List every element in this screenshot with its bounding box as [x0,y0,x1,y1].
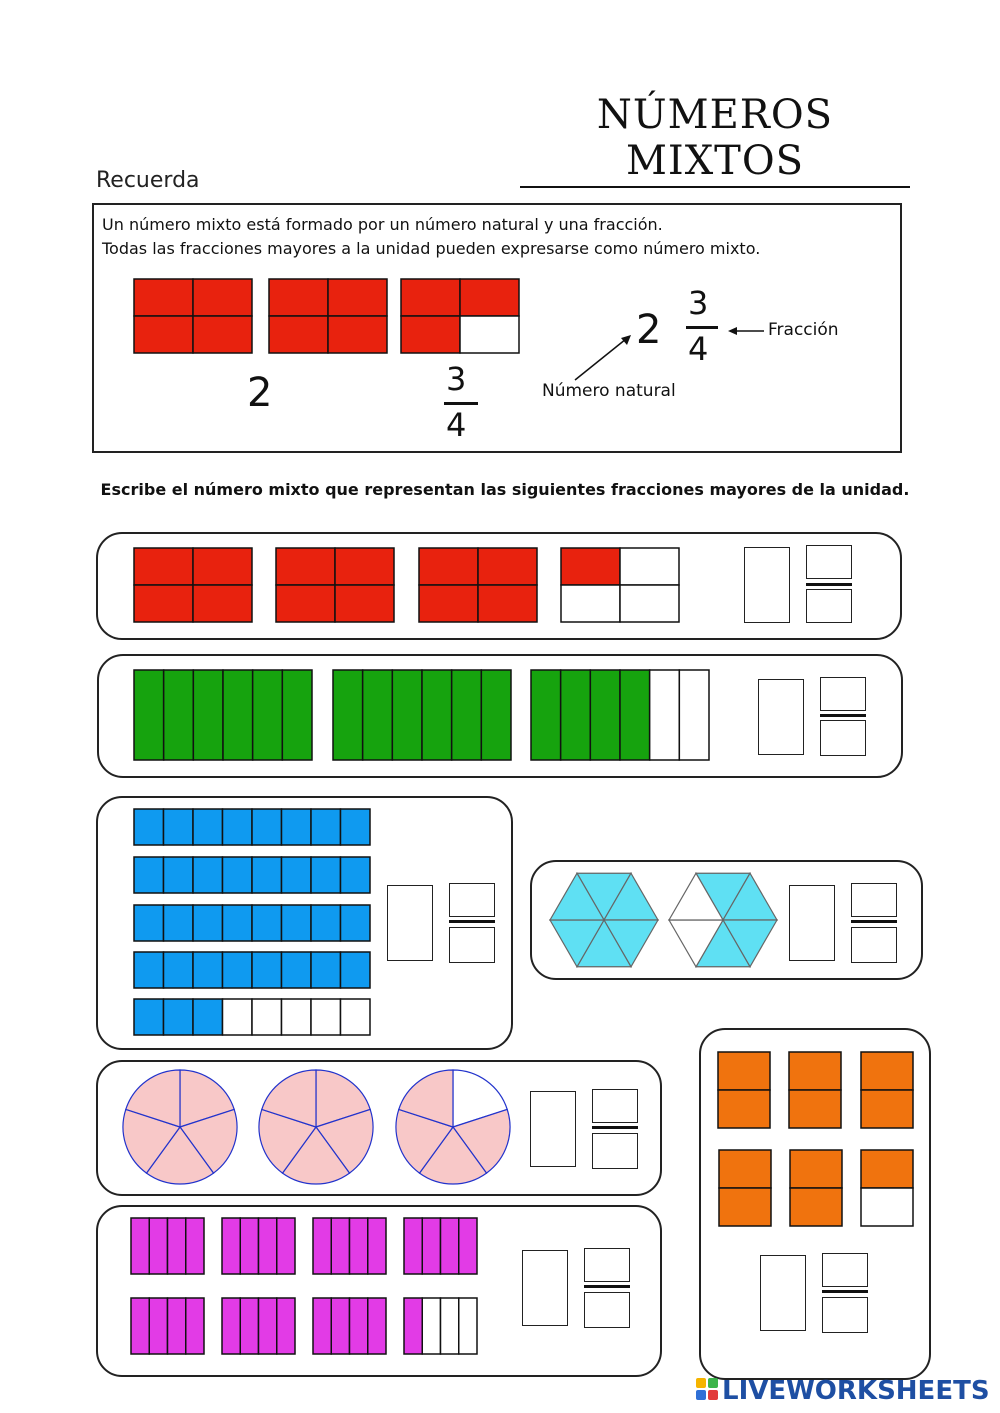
ex3-whole-1-cell [134,809,164,845]
ex3-whole-2-cell [223,857,253,893]
ex3-whole-3-cell [311,905,341,941]
ex6-whole-top-2-cell [240,1218,258,1274]
ex1-part-cell [561,585,620,622]
ex1-whole-2-cell [335,585,394,622]
ex3-part-cell [164,999,194,1035]
arrow-natural-head [621,335,631,345]
ex3-part-cell [193,999,223,1035]
example-block-1-cell [193,279,252,316]
arrow-natural [575,339,626,380]
ex7-whole-2-cell [789,1052,841,1090]
ex6-whole-bottom-1-cell [131,1298,149,1354]
ex1-part-cell [620,585,679,622]
ex3-part-cell [282,999,312,1035]
ex3-whole-4-cell [193,952,223,988]
ex2-whole-2-cell [363,670,393,760]
ex3-whole-2-cell [341,857,371,893]
ex6-part-cell [404,1298,422,1354]
ex6-whole-top-1-cell [131,1218,149,1274]
ex6-whole-top-3-cell [368,1218,386,1274]
ex6-whole-top-4-cell [422,1218,440,1274]
ex1-whole-3-cell [478,585,537,622]
ex1-whole-3-cell [419,548,478,585]
page-title: NÚMEROS MIXTOS [520,92,910,188]
ex2-part-cell [650,670,680,760]
ex1-whole-1-cell [134,585,193,622]
ex1-whole-2-cell [276,585,335,622]
recuerda-line-2: Todas las fracciones mayores a la unidad pueden expresarse como número mixto. [102,239,761,258]
ex3-whole-4-cell [134,952,164,988]
ex1-whole-3-cell [478,548,537,585]
ex6-whole-top-2-cell [277,1218,295,1274]
ex3-part-cell [134,999,164,1035]
ex2-whole-2-cell [333,670,363,760]
ex3-part-cell [341,999,371,1035]
ex6-whole-top-4-cell [459,1218,477,1274]
ex6-whole-top-2-cell [259,1218,277,1274]
ex1-whole-2-cell [335,548,394,585]
ex1-part-cell [561,548,620,585]
ex3-whole-4-cell [164,952,194,988]
ex6-whole-bottom-2-cell [259,1298,277,1354]
ex3-whole-2-cell [311,857,341,893]
ex2-part-cell [561,670,591,760]
ex2-whole-1-cell [223,670,253,760]
ex6-whole-top-2-cell [222,1218,240,1274]
ex1-whole-2-cell [276,548,335,585]
ex7-whole-4-cell [719,1188,771,1226]
ex2-whole-1-cell [193,670,223,760]
ex1-part-cell [620,548,679,585]
ex3-whole-3-cell [252,905,282,941]
ex3-whole-1-cell [311,809,341,845]
ex1-whole-1-cell [193,548,252,585]
ex6-whole-bottom-2-cell [240,1298,258,1354]
example-block-3-cell [401,316,460,353]
ex3-whole-1-cell [223,809,253,845]
ex7-whole-3-cell [861,1090,913,1128]
ex7-part-cell [861,1150,913,1188]
ex3-whole-4-cell [252,952,282,988]
ex6-part-cell [441,1298,459,1354]
ex3-whole-2-cell [282,857,312,893]
ex6-whole-bottom-3-cell [368,1298,386,1354]
example-block-1-cell [134,316,193,353]
example-block-3-cell [401,279,460,316]
recuerda-heading: Recuerda [96,168,200,193]
mixed-denominator: 4 [688,330,709,368]
ex3-whole-3-cell [164,905,194,941]
ex3-whole-4-cell [282,952,312,988]
ex6-whole-top-4-cell [404,1218,422,1274]
ex6-whole-top-4-cell [441,1218,459,1274]
ex6-whole-bottom-3-cell [313,1298,331,1354]
ex1-whole-1-cell [193,585,252,622]
ex3-whole-2-cell [252,857,282,893]
ex3-whole-4-cell [223,952,253,988]
ex2-whole-1-cell [282,670,312,760]
ex7-whole-5-cell [790,1150,842,1188]
ex7-part-cell [861,1188,913,1226]
example-block-1-cell [134,279,193,316]
ex6-whole-bottom-3-cell [350,1298,368,1354]
example-whole-number: 2 [247,370,273,416]
ex2-part-cell [679,670,709,760]
ex3-whole-3-cell [193,905,223,941]
ex2-whole-1-cell [253,670,283,760]
ex3-whole-3-cell [341,905,371,941]
ex2-part-cell [590,670,620,760]
ex2-part-cell [620,670,650,760]
ex6-whole-top-1-cell [186,1218,204,1274]
ex3-whole-1-cell [164,809,194,845]
ex3-whole-2-cell [134,857,164,893]
mixed-numerator: 3 [688,284,709,322]
ex2-whole-1-cell [134,670,164,760]
ex3-whole-3-cell [223,905,253,941]
ex6-whole-bottom-2-cell [222,1298,240,1354]
ex6-part-cell [459,1298,477,1354]
ex3-whole-1-cell [193,809,223,845]
ex6-part-cell [422,1298,440,1354]
ex3-part-cell [252,999,282,1035]
ex6-whole-top-3-cell [350,1218,368,1274]
ex3-whole-1-cell [282,809,312,845]
ex6-whole-top-3-cell [313,1218,331,1274]
liveworksheets-logo-icon [696,1378,718,1400]
ex7-whole-1-cell [718,1052,770,1090]
ex3-whole-3-cell [282,905,312,941]
ex3-whole-2-cell [193,857,223,893]
ex7-whole-2-cell [789,1090,841,1128]
ex3-whole-4-cell [311,952,341,988]
example-block-3-cell [460,316,519,353]
example-block-2-cell [328,316,387,353]
ex6-whole-bottom-1-cell [186,1298,204,1354]
ex6-whole-top-1-cell [168,1218,186,1274]
liveworksheets-brand: LIVEWORKSHEETS [722,1376,990,1406]
ex3-part-cell [223,999,253,1035]
ex3-whole-1-cell [341,809,371,845]
ex6-whole-bottom-2-cell [277,1298,295,1354]
example-block-2-cell [328,279,387,316]
example-fraction-numerator: 3 [446,360,467,398]
arrow-fraccion-head [728,327,737,335]
ex7-whole-3-cell [861,1052,913,1090]
ex1-whole-3-cell [419,585,478,622]
ex7-whole-1-cell [718,1090,770,1128]
recuerda-line-1: Un número mixto está formado por un número natural y una fracción. [102,215,663,234]
ex6-whole-bottom-1-cell [168,1298,186,1354]
ex2-whole-2-cell [481,670,511,760]
example-fraction-denominator: 4 [446,406,467,444]
ex2-part-cell [531,670,561,760]
instruction-text: Escribe el número mixto que representan las siguientes fracciones mayores de la unidad. [100,480,910,499]
example-block-2-cell [269,279,328,316]
ex6-whole-top-3-cell [331,1218,349,1274]
ex3-whole-4-cell [341,952,371,988]
ex6-whole-bottom-3-cell [331,1298,349,1354]
ex3-whole-2-cell [164,857,194,893]
ex7-whole-4-cell [719,1150,771,1188]
example-block-1-cell [193,316,252,353]
example-block-2-cell [269,316,328,353]
label-fraccion: Fracción [768,320,839,340]
ex6-whole-top-1-cell [149,1218,167,1274]
ex2-whole-1-cell [164,670,194,760]
ex2-whole-2-cell [422,670,452,760]
ex3-whole-3-cell [134,905,164,941]
ex7-whole-5-cell [790,1188,842,1226]
ex2-whole-2-cell [392,670,422,760]
ex3-part-cell [311,999,341,1035]
mixed-whole-number: 2 [636,307,662,353]
ex2-whole-2-cell [452,670,482,760]
ex3-whole-1-cell [252,809,282,845]
ex6-whole-bottom-1-cell [149,1298,167,1354]
example-block-3-cell [460,279,519,316]
ex1-whole-1-cell [134,548,193,585]
label-numero-natural: Número natural [542,381,676,401]
